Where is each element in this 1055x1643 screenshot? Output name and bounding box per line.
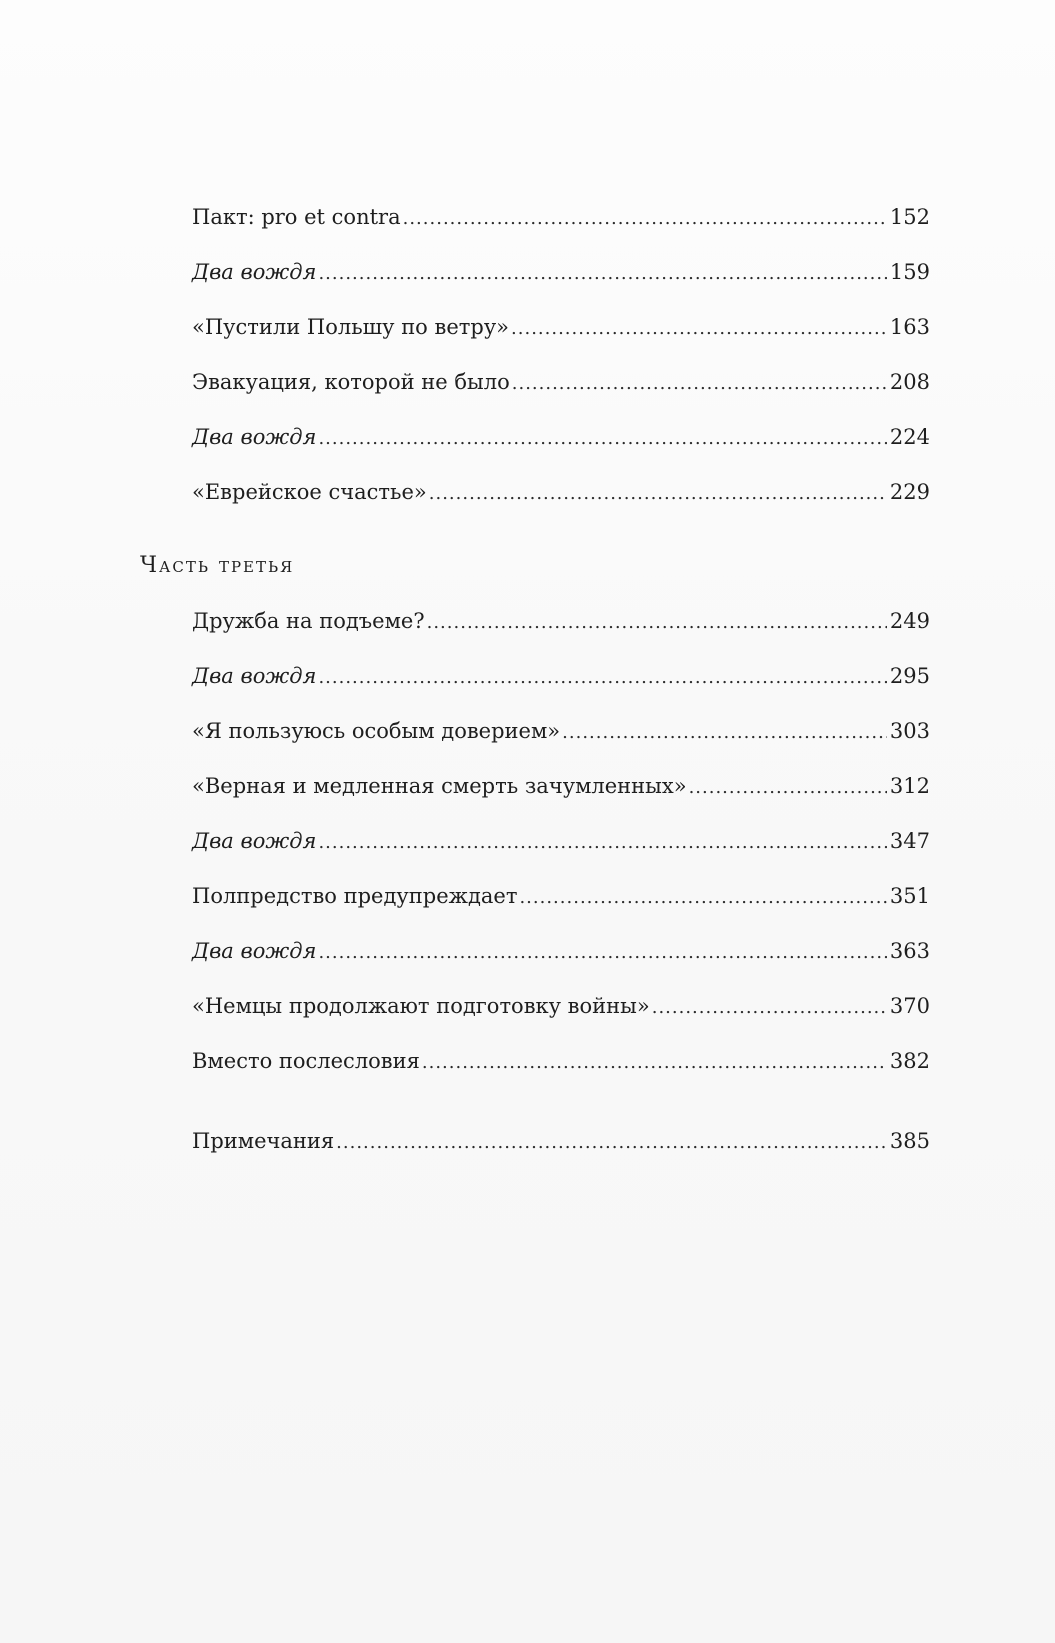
toc-entry-title: «Пустили Польшу по ветру» — [192, 315, 510, 339]
toc-entry-title: Эвакуация, которой не было — [192, 370, 510, 394]
dot-leader — [429, 480, 887, 508]
dot-leader — [318, 829, 886, 857]
toc-entry-page: 249 — [889, 609, 930, 633]
toc-entry[interactable] — [192, 313, 930, 368]
toc-entry-page: 370 — [889, 994, 930, 1018]
toc-entry[interactable] — [192, 992, 930, 1047]
dot-leader — [562, 719, 887, 747]
toc-entry-title: Вместо послесловия — [192, 1049, 420, 1073]
toc-entry-page: 363 — [889, 939, 930, 963]
toc-entry[interactable] — [192, 203, 930, 258]
toc-entry[interactable] — [192, 368, 930, 423]
toc-entry-title: Два вождя — [192, 260, 317, 284]
toc-entry[interactable] — [192, 478, 930, 533]
toc-entry-title: «Еврейское счастье» — [192, 480, 427, 504]
toc-entry-title: Два вождя — [192, 939, 317, 963]
toc-entry-page: 208 — [889, 370, 930, 394]
toc-entry-page: 295 — [889, 664, 930, 688]
toc-section-notes — [192, 1127, 930, 1182]
toc-entry-page: 312 — [889, 774, 930, 798]
dot-leader — [422, 1049, 887, 1077]
toc-entry[interactable] — [192, 258, 930, 313]
toc-entry[interactable] — [192, 423, 930, 478]
toc-entry-page: 347 — [889, 829, 930, 853]
dot-leader — [512, 370, 887, 398]
toc-entry[interactable] — [192, 882, 930, 937]
part-heading: Часть третья — [140, 553, 295, 578]
toc-entry-title: Полпредство предупреждает — [192, 884, 518, 908]
dot-leader — [403, 205, 887, 233]
toc-entry-title: «Верная и медленная смерть зачумленных» — [192, 774, 687, 798]
toc-entry-title: Два вождя — [192, 829, 317, 853]
toc-entry-page: 303 — [889, 719, 930, 743]
toc-entry[interactable] — [192, 1127, 930, 1182]
dot-leader — [318, 664, 886, 692]
dot-leader — [519, 884, 886, 912]
toc-section-part-three — [192, 607, 930, 1102]
dot-leader — [427, 609, 887, 637]
toc-entry[interactable] — [192, 607, 930, 662]
toc-entry-page: 382 — [889, 1049, 930, 1073]
toc-entry[interactable] — [192, 827, 930, 882]
toc-entry[interactable] — [192, 662, 930, 717]
toc-entry-page: 229 — [889, 480, 930, 504]
toc-entry-title: Дружба на подъеме? — [192, 609, 425, 633]
toc-entry-page: 224 — [889, 425, 930, 449]
toc-entry-title: «Я пользуюсь особым доверием» — [192, 719, 561, 743]
toc-section-part-two-continued — [192, 203, 930, 533]
dot-leader — [652, 994, 887, 1022]
dot-leader — [511, 315, 887, 343]
dot-leader — [318, 425, 886, 453]
dot-leader — [689, 774, 887, 802]
toc-entry-title: Два вождя — [192, 664, 317, 688]
toc-entry[interactable] — [192, 1047, 930, 1102]
toc-entry-title: Пакт: pro et contra — [192, 205, 401, 229]
toc-entry-title: Примечания — [192, 1129, 335, 1153]
toc-entry-title: Два вождя — [192, 425, 317, 449]
dot-leader — [336, 1129, 887, 1157]
toc-entry-page: 163 — [889, 315, 930, 339]
toc-entry[interactable] — [192, 717, 930, 772]
toc-entry[interactable] — [192, 772, 930, 827]
toc-entry-page: 351 — [889, 884, 930, 908]
dot-leader — [318, 939, 886, 967]
toc-entry-page: 152 — [889, 205, 930, 229]
toc-entry-page: 159 — [889, 260, 930, 284]
dot-leader — [318, 260, 886, 288]
toc-entry-title: «Немцы продолжают подготовку войны» — [192, 994, 650, 1018]
toc-entry-page: 385 — [889, 1129, 930, 1153]
toc-entry[interactable] — [192, 937, 930, 992]
